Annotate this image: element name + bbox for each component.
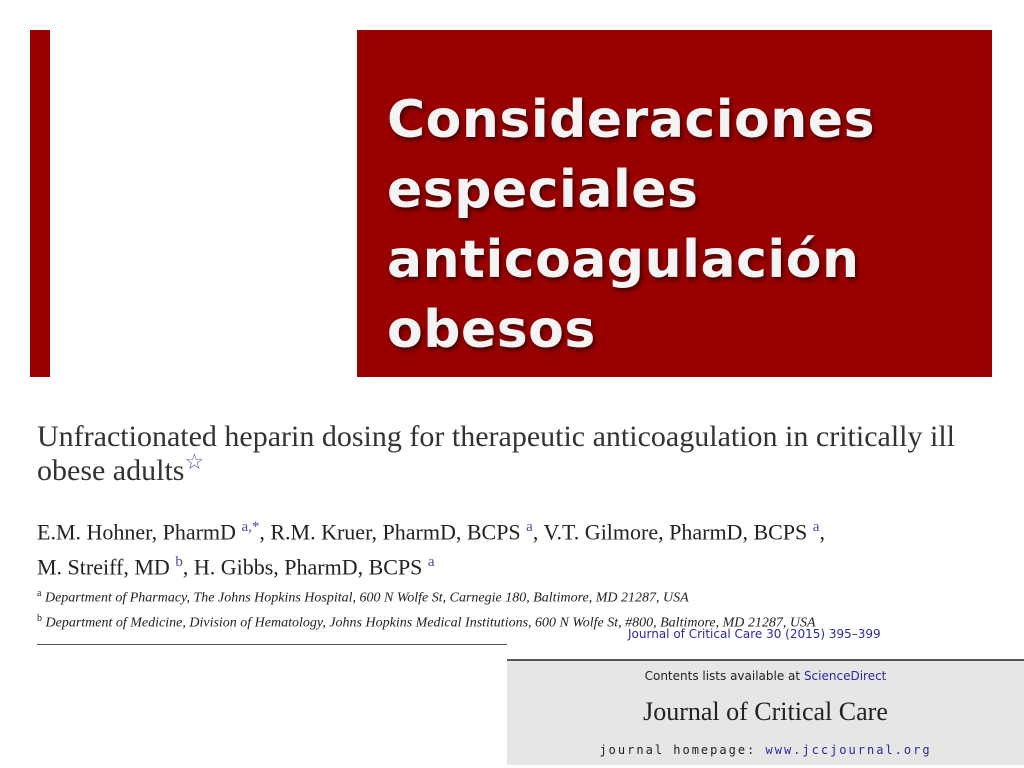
author-line-2 <box>37 547 997 582</box>
star-icon: ☆ <box>184 449 205 474</box>
author-list <box>37 512 997 583</box>
author-affiliation-mark: b <box>175 554 183 571</box>
article-title <box>37 420 977 488</box>
journal-header-box <box>507 659 1024 765</box>
author-name: M. Streiff, MD <box>37 554 170 580</box>
homepage-prefix: journal homepage: <box>599 743 766 757</box>
author-line-1 <box>37 512 997 547</box>
author-name: , V.T. Gilmore, PharmD, BCPS <box>532 519 808 545</box>
divider <box>37 644 507 645</box>
author-affiliation-mark: a <box>526 519 533 535</box>
contents-line <box>507 669 1024 683</box>
slide-title-line: Consideraciones <box>387 90 876 150</box>
contents-prefix: Contents lists available at <box>644 669 804 683</box>
affiliation-list <box>37 584 997 633</box>
left-accent-bar <box>30 30 50 377</box>
author-affiliation-mark: a <box>427 554 435 571</box>
author-affiliation-mark: a,* <box>241 519 260 535</box>
slide-title-line: obesos <box>387 300 596 360</box>
affiliation-text: Department of Medicine, Division of Hematology, Johns Hopkins Medical Institutions, 600 N Wolfe St, #800, Baltimore, MD 21287, USA <box>45 615 816 631</box>
slide-title-line: anticoagulación <box>387 230 860 290</box>
author-affiliation-mark: a <box>812 519 820 535</box>
article-title-text: Unfractionated heparin dosing for therapeutic anticoagulation in critically ill obese adults <box>37 420 956 487</box>
title-banner <box>357 30 992 377</box>
affiliation-text: Department of Pharmacy, The Johns Hopkins Hospital, 600 N Wolfe St, Carnegie 180, Baltimore, MD 21287, USA <box>44 590 689 606</box>
journal-name: Journal of Critical Care <box>643 697 888 726</box>
author-name: E.M. Hohner, PharmD <box>37 519 236 545</box>
sciencedirect-link[interactable]: ScienceDirect <box>803 669 887 683</box>
slide-title-line: especiales <box>387 160 699 220</box>
slide-title <box>387 85 875 365</box>
author-separator: , <box>819 519 825 545</box>
homepage-line <box>507 743 1024 757</box>
affiliation-mark: a <box>37 588 42 599</box>
homepage-link[interactable]: www.jccjournal.org <box>765 743 932 757</box>
journal-citation: Journal of Critical Care 30 (2015) 395–399 <box>628 627 881 641</box>
author-name: , H. Gibbs, PharmD, BCPS <box>182 554 423 580</box>
affiliation-mark: b <box>37 612 42 624</box>
affiliation-item <box>37 584 997 609</box>
author-name: , R.M. Kruer, PharmD, BCPS <box>259 519 521 545</box>
